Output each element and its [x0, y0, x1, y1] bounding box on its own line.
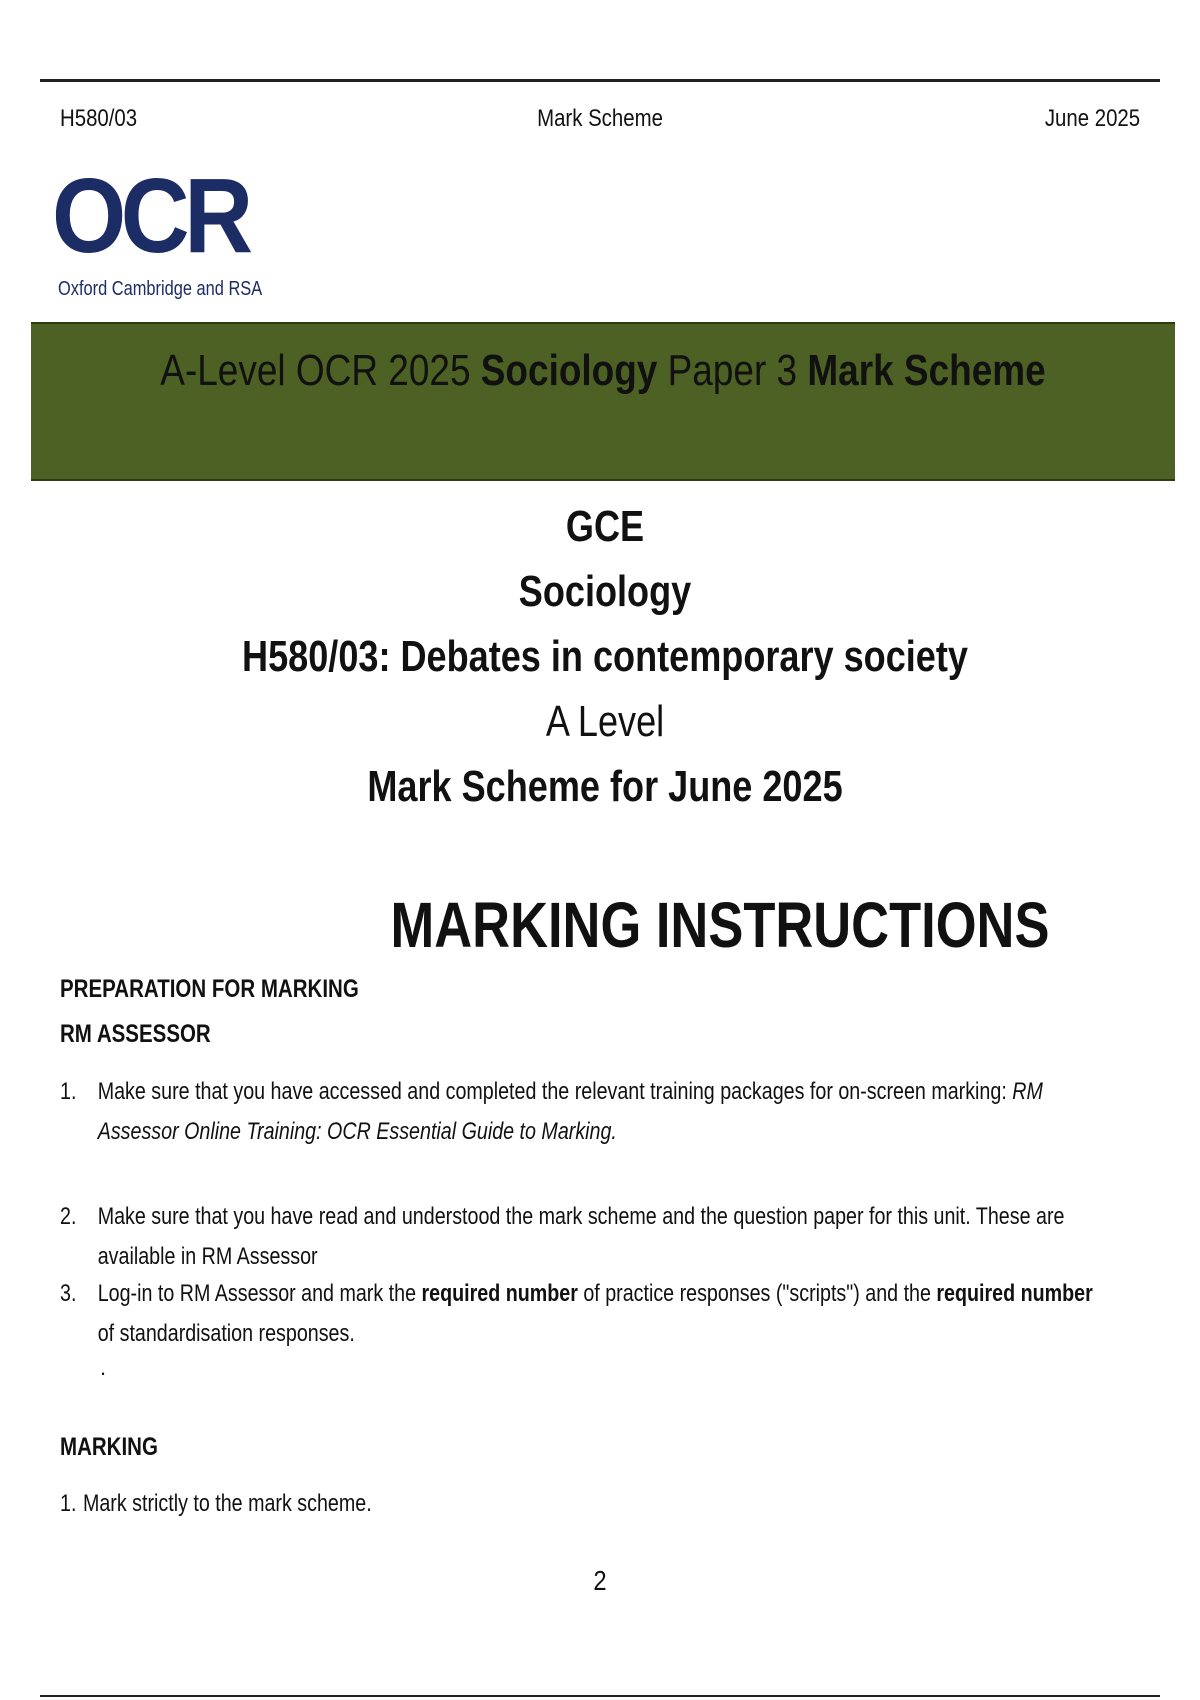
- rm-assessor-heading: RM ASSESSOR: [60, 1020, 211, 1048]
- instruction-text-bold: required number: [421, 1280, 578, 1307]
- instruction-text-italic: RM Assessor Online Training: OCR Essential Guide to Marking.: [97, 1078, 1043, 1145]
- marking-instructions-heading: MARKING INSTRUCTIONS: [390, 889, 1050, 961]
- instruction-text-part: of practice responses ("scripts") and the: [577, 1280, 937, 1307]
- instruction-number: 1.: [60, 1078, 77, 1105]
- top-rule: [40, 79, 1160, 82]
- banner-text: [123, 346, 1084, 396]
- instruction-item-2: [60, 1197, 1110, 1277]
- instruction-item-1: [60, 1072, 1110, 1152]
- marking-item-number: 1.: [60, 1490, 77, 1517]
- ocr-logo-mark: OCR: [52, 157, 248, 275]
- header-doc-type: Mark Scheme: [537, 105, 663, 132]
- marking-item-text: Mark strictly to the mark scheme.: [82, 1490, 372, 1517]
- banner-text-mark-scheme: Mark Scheme: [807, 346, 1046, 395]
- instruction-text-plain: Make sure that you have accessed and completed the relevant training packages for on-screen marking:: [97, 1078, 1013, 1105]
- title-series: Mark Scheme for June 2025: [367, 762, 843, 811]
- instruction-number: 3.: [60, 1280, 77, 1307]
- banner-text-subject: Sociology: [480, 346, 658, 395]
- instruction-text-bold: required number: [936, 1280, 1093, 1307]
- header-date: June 2025: [1044, 105, 1140, 132]
- instruction-text: Make sure that you have read and understood the mark scheme and the question paper for this unit. These are available in RM Assessor: [97, 1203, 1065, 1270]
- banner-text-part1: A-Level OCR 2025: [160, 346, 481, 395]
- title-unit: H580/03: Debates in contemporary society: [242, 632, 968, 681]
- ocr-logo: [52, 157, 307, 301]
- bottom-rule: [40, 1695, 1160, 1697]
- title-banner: [31, 322, 1175, 481]
- marking-item-1: [60, 1490, 372, 1518]
- instruction-text-part: Log-in to RM Assessor and mark the: [97, 1280, 422, 1307]
- header-code: H580/03: [60, 105, 138, 132]
- instruction-text: [98, 1274, 1110, 1354]
- marking-heading: MARKING: [60, 1433, 158, 1461]
- instruction-text: [98, 1072, 1110, 1152]
- ocr-logo-subtitle: Oxford Cambridge and RSA: [58, 278, 263, 300]
- title-level: A Level: [545, 697, 665, 746]
- title-block: [0, 494, 1200, 819]
- stray-mark: .: [100, 1355, 107, 1380]
- page-number: 2: [593, 1565, 607, 1596]
- title-qualification: GCE: [565, 502, 645, 551]
- instruction-text-part: of standardisation responses.: [97, 1320, 355, 1347]
- preparation-heading: PREPARATION FOR MARKING: [60, 975, 359, 1003]
- title-subject: Sociology: [518, 567, 692, 616]
- instruction-number: 2.: [60, 1203, 77, 1230]
- banner-text-part3: Paper 3: [657, 346, 808, 395]
- instruction-item-3: [60, 1274, 1110, 1354]
